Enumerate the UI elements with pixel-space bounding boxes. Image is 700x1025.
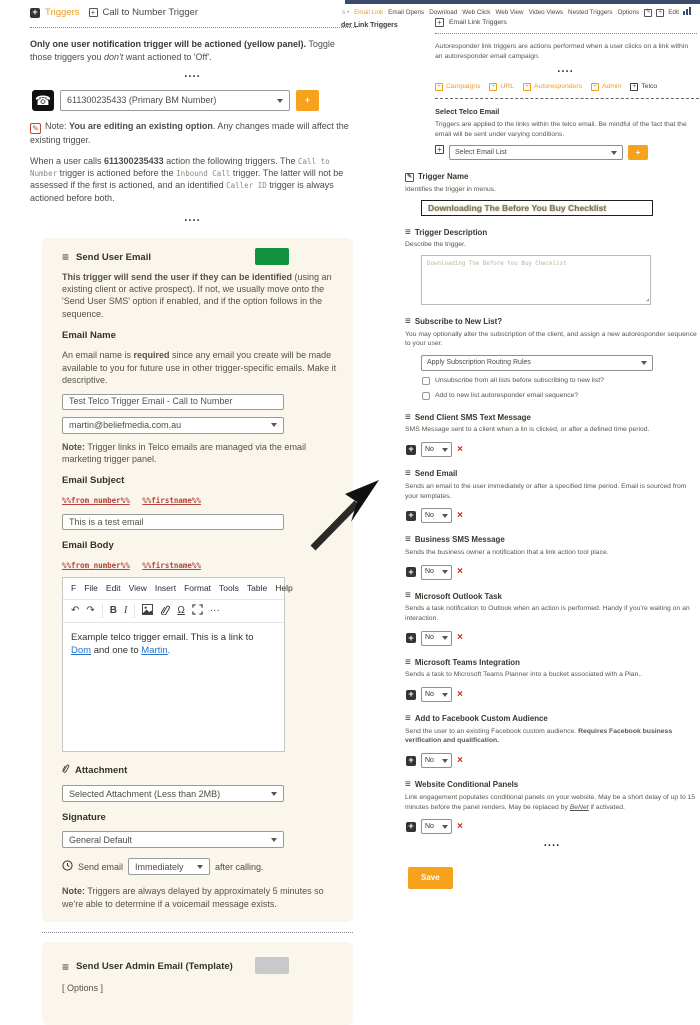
editor-menubar xyxy=(63,578,293,599)
action-title: Send Client SMS Text Message xyxy=(414,412,531,422)
sidebar-label-fragment: der Link Triggers xyxy=(341,22,398,29)
image-icon[interactable] xyxy=(142,604,153,618)
send-admin-email-toggle[interactable] xyxy=(255,957,289,974)
email-body-heading: Email Body xyxy=(62,539,114,551)
action-enabled-select[interactable]: No xyxy=(421,819,452,834)
edit-note-icon[interactable]: ✎ xyxy=(645,9,651,16)
email-list-select[interactable]: Select Email List xyxy=(449,145,623,160)
anchor-person-icon[interactable]: Ω xyxy=(177,605,185,617)
email-subject-heading: Email Subject xyxy=(62,475,125,487)
remove-x-icon[interactable]: × xyxy=(457,820,463,832)
chevron-down-icon xyxy=(271,838,277,842)
expand-plus-icon[interactable]: + xyxy=(406,756,416,766)
right-pane xyxy=(341,0,700,883)
panel-title: Send User Admin Email (Template) xyxy=(76,961,233,973)
drag-handle-icon[interactable]: ≡ xyxy=(62,250,70,265)
action-title: Microsoft Teams Integration xyxy=(414,657,520,667)
delay-note: Note: Triggers are always delayed by approximately 5 minutes so we're able to determine if a voicemail message exists. xyxy=(62,886,324,909)
plus-box-icon: + xyxy=(523,83,531,91)
divider xyxy=(435,98,699,99)
trigger-description-textarea[interactable]: Downloading The Before You Buy Checklist ◢ xyxy=(421,255,651,305)
trigger-order-paragraph: When a user calls 611300235433 action the following triggers. The Call to Number trigger is actioned before the Inbound Call trigger. The latter will not be assessed if the first is actioned, and an identified Caller ID trigger is always actioned before both. xyxy=(30,155,344,203)
add-email-list-button[interactable]: + xyxy=(628,145,648,160)
add-number-button[interactable]: + xyxy=(296,90,319,111)
category-tab[interactable]: + Campaigns xyxy=(435,82,480,92)
nav-items xyxy=(354,8,639,17)
category-tab[interactable]: + Admin xyxy=(591,82,621,92)
remove-x-icon[interactable]: × xyxy=(457,754,463,766)
chevron-down-icon xyxy=(442,693,448,697)
editor-menu-item[interactable]: Tools xyxy=(219,583,239,594)
action-enabled-select[interactable]: No xyxy=(421,687,452,702)
chart-icon[interactable] xyxy=(683,7,692,18)
nav-item[interactable]: Download xyxy=(429,9,458,16)
action-enabled-select[interactable]: No xyxy=(421,508,452,523)
action-enabled-select[interactable]: No xyxy=(421,442,452,457)
merge-tag-from-number[interactable]: %%from_number%% xyxy=(62,496,130,506)
plus-box-icon[interactable]: + xyxy=(89,8,98,17)
fullscreen-icon[interactable] xyxy=(192,604,203,618)
drag-handle-icon: ≡ xyxy=(405,778,411,790)
from-address-select[interactable]: martin@beliefmedia.com.au xyxy=(62,417,284,434)
nav-item[interactable]: Email Link xyxy=(354,9,384,16)
after-calling-label: after calling. xyxy=(215,861,264,872)
trigger-description-heading: Trigger Description xyxy=(414,227,488,237)
nav-clipped-fragment: s • xyxy=(342,9,350,16)
nav-icons xyxy=(644,7,692,18)
editor-menu-item[interactable]: Help xyxy=(275,583,293,594)
dom-link[interactable]: Dom xyxy=(71,645,92,657)
drag-handle-icon: ≡ xyxy=(405,590,411,602)
select-telco-heading: Select Telco Email xyxy=(435,107,500,117)
select-telco-description: Triggers are applied to the links within the telco email. Be mindful of the fact that the email will be sent under varying conditions. xyxy=(435,120,687,138)
paperclip-icon xyxy=(62,763,70,778)
editor-menu-item[interactable]: Table xyxy=(246,583,268,594)
bold-icon[interactable]: B xyxy=(109,605,118,617)
edit-link[interactable]: Edit xyxy=(668,9,680,16)
unsubscribe-checkbox-label: Unsubscribe from all lists before subscribing to new list? xyxy=(435,377,604,385)
trigger-action-section xyxy=(405,534,700,579)
intro-paragraph: Only one user notification trigger will be actioned (yellow panel). Toggle those triggers you don't want actioned to 'Off'. xyxy=(30,39,335,62)
save-button[interactable]: Save xyxy=(408,867,453,889)
attachment-heading: Attachment xyxy=(75,765,128,777)
add-sequence-checkbox[interactable] xyxy=(422,392,430,400)
action-title: Microsoft Outlook Task xyxy=(414,591,502,601)
subscribe-description: You may optionally alter the subscription of the client, and assign a new autoresponder sequence to your user. xyxy=(405,330,697,348)
category-tab[interactable]: + URL xyxy=(489,82,514,92)
breadcrumb-current: Call to Number Trigger xyxy=(102,7,199,18)
divider xyxy=(435,33,697,34)
email-body-editor xyxy=(62,577,293,752)
action-description: Sends the business owner a notification that a link action tool place. xyxy=(405,548,609,556)
action-description: SMS Message sent to a client when a lin is clicked, or after a defined time period. xyxy=(405,426,650,434)
send-user-email-toggle[interactable] xyxy=(255,248,289,265)
subscription-routing-select[interactable]: Apply Subscription Routing Rules xyxy=(421,355,653,371)
action-enabled-select[interactable]: No xyxy=(421,565,452,580)
more-options-icon[interactable]: ··· xyxy=(209,605,220,617)
chevron-down-icon xyxy=(641,361,647,365)
chevron-down-icon xyxy=(271,423,277,427)
nav-item[interactable]: Options xyxy=(617,9,640,16)
remove-x-icon[interactable]: × xyxy=(457,509,463,521)
editor-menu-item[interactable]: Insert xyxy=(154,583,177,594)
action-title: Add to Facebook Custom Audience xyxy=(414,714,548,724)
nav-item[interactable]: Video Views xyxy=(528,9,564,16)
expand-plus-icon[interactable]: + xyxy=(406,567,416,577)
chevron-down-icon xyxy=(271,792,277,796)
undo-icon[interactable]: ↶ xyxy=(71,605,80,617)
editor-menu-item[interactable]: Edit xyxy=(105,583,121,594)
editor-menu-item[interactable]: View xyxy=(128,583,147,594)
drag-handle-icon: ≡ xyxy=(405,467,411,479)
trigger-name-input[interactable]: Downloading The Before You Buy Checklist xyxy=(421,200,653,216)
remove-x-icon[interactable]: × xyxy=(457,688,463,700)
trigger-action-section xyxy=(405,468,700,523)
martin-link[interactable]: Martin xyxy=(141,645,168,657)
trigger-name-heading: Trigger Name xyxy=(418,172,469,182)
expand-plus-icon[interactable]: + xyxy=(406,633,416,643)
merge-tag-firstname[interactable]: %%firstname%% xyxy=(142,496,201,506)
action-description: Send the user to an existing Facebook custom audience. Requires Facebook business verification and qualification. xyxy=(405,727,673,745)
dots-separator: •••• xyxy=(557,68,575,75)
chevron-down-icon xyxy=(442,636,448,640)
plus-box-icon: + xyxy=(591,83,599,91)
chevron-down-icon xyxy=(442,570,448,574)
trigger-action-section xyxy=(405,713,700,768)
clock-icon xyxy=(62,860,73,874)
nav-item[interactable]: Email Opens xyxy=(388,9,425,16)
trigger-action-section xyxy=(405,412,700,457)
drag-handle-icon: ≡ xyxy=(405,712,411,724)
resize-grip-icon[interactable]: ◢ xyxy=(645,296,649,303)
email-link-triggers-description: Autoresponder link triggers are actions performed when a user clicks on a link within an autoresponder email campaign. xyxy=(435,42,689,60)
editor-content[interactable]: Example telco trigger email. This is a link to Dom and one to Martin. xyxy=(71,632,254,657)
annotation-arrow xyxy=(299,469,391,561)
trigger-action-section xyxy=(405,591,700,646)
send-delay-select[interactable]: Immediately xyxy=(128,858,210,875)
trigger-action-section xyxy=(405,657,700,702)
email-subject-input[interactable]: This is a test email xyxy=(62,514,284,530)
italic-icon[interactable]: I xyxy=(124,605,128,617)
email-name-heading: Email Name xyxy=(62,330,116,342)
editor-menu-item[interactable]: F xyxy=(71,583,77,594)
send-email-label: Send email xyxy=(78,861,124,872)
dots-separator: •••• xyxy=(184,218,202,225)
panel-description: This trigger will send the user if they can be identified (using an existing client or active prospect). If not, we usually move onto the 'Send User SMS' option if enabled, and if the option follows in the sequence. xyxy=(62,271,332,319)
plus-box-icon[interactable]: + xyxy=(435,18,444,27)
divider xyxy=(42,932,353,933)
remove-x-icon[interactable]: × xyxy=(457,566,463,578)
email-link-triggers-header: Email Link Triggers xyxy=(449,19,507,26)
edit-note-icon: ✎ xyxy=(406,173,413,180)
expand-plus-icon[interactable]: + xyxy=(406,445,416,455)
number-select[interactable]: 611300235433 (Primary BM Number) xyxy=(60,90,290,111)
chevron-down-icon xyxy=(442,825,448,829)
chevron-down-icon xyxy=(442,448,448,452)
top-accent-bar xyxy=(345,0,700,4)
options-link[interactable]: [ Options ] xyxy=(62,983,104,994)
action-title: Send Email xyxy=(414,469,458,479)
remove-x-icon[interactable]: × xyxy=(457,443,463,455)
action-title: Website Conditional Panels xyxy=(414,780,519,790)
panel-title: Send User Email xyxy=(76,251,151,263)
plus-box-icon[interactable]: + xyxy=(435,145,444,154)
plus-box-icon: + xyxy=(435,83,443,91)
redo-icon[interactable]: ↷ xyxy=(86,605,95,617)
plus-box-icon: + xyxy=(489,83,497,91)
signature-heading: Signature xyxy=(62,812,106,824)
grid-icon[interactable]: + xyxy=(656,9,664,17)
telco-links-note: Note: Trigger links in Telco emails are managed via the email marketing trigger panel. xyxy=(62,441,306,464)
expand-plus-icon[interactable]: + xyxy=(406,511,416,521)
editor-menu-item[interactable]: Format xyxy=(184,583,212,594)
category-tab[interactable]: + Autoresponders xyxy=(523,82,582,92)
send-user-admin-email-panel xyxy=(42,942,353,1025)
dots-separator: •••• xyxy=(184,73,202,80)
plus-box-icon: + xyxy=(630,83,638,91)
attachment-select[interactable]: Selected Attachment (Less than 2MB) xyxy=(62,785,284,802)
action-sections xyxy=(405,412,700,834)
action-title: Business SMS Message xyxy=(414,535,505,545)
drag-handle-icon[interactable]: ≡ xyxy=(62,959,70,974)
drag-handle-icon: ≡ xyxy=(405,534,411,546)
unsubscribe-checkbox[interactable] xyxy=(422,377,430,385)
subscribe-heading: Subscribe to New List? xyxy=(414,317,503,327)
expand-plus-icon[interactable]: + xyxy=(406,822,416,832)
action-enabled-select[interactable]: No xyxy=(421,631,452,646)
divider xyxy=(30,27,356,28)
merge-tag-firstname[interactable]: %%firstname%% xyxy=(142,561,201,570)
editor-menu-item[interactable]: File xyxy=(84,583,98,594)
add-sequence-checkbox-label: Add to new list autoresponder email sequence? xyxy=(435,392,579,400)
chevron-down-icon xyxy=(442,759,448,763)
edit-note-icon: ✎ xyxy=(30,123,41,134)
editor-toolbar xyxy=(63,599,284,623)
trigger-description-label: Describe the trigger. xyxy=(405,241,466,249)
nav-item[interactable]: Web Click xyxy=(462,9,491,16)
editing-note: ✎ Note: You are editing an existing option. Any changes made will affect the existing trigger. xyxy=(30,121,349,146)
nav-item[interactable]: Web View xyxy=(495,9,524,16)
link-icon[interactable] xyxy=(160,604,170,618)
action-enabled-select[interactable]: No xyxy=(421,753,452,768)
breadcrumb-triggers-link[interactable]: Triggers xyxy=(45,7,80,18)
drag-handle-icon: ≡ xyxy=(405,411,411,423)
nav-item[interactable]: Nested Triggers xyxy=(568,9,613,16)
chevron-down-icon xyxy=(197,865,203,869)
phone-icon: ☎ xyxy=(32,90,54,111)
drag-handle-icon: ≡ xyxy=(405,656,411,668)
action-description: Sends a task to Microsoft Teams Planner into a bucket associated with a Plan.. xyxy=(405,671,643,679)
expand-plus-icon[interactable]: + xyxy=(406,690,416,700)
action-description: Sends a task notification to Outlook when an action is performed. Handy if you're waiting on an interaction. xyxy=(405,605,690,622)
category-tab[interactable]: + Telco xyxy=(630,82,657,92)
remove-x-icon[interactable]: × xyxy=(457,632,463,644)
action-description: Link engagement populates conditional panels on your website. May be a short delay of up to 15 minutes before the panel renders. May be replaced by BeNet if activated. xyxy=(405,793,696,811)
chevron-down-icon xyxy=(442,514,448,518)
signature-select[interactable]: General Default xyxy=(62,831,284,848)
email-name-input[interactable]: Test Telco Trigger Email - Call to Number xyxy=(62,394,284,410)
action-description: Sends an email to the user immediately or after a specified time period. Email is sourced from your templates. xyxy=(405,482,687,500)
email-name-description: An email name is required since any email you create will be made available to you for future use in other trigger-specific emails. Make it descriptive. xyxy=(62,350,337,386)
category-tabs xyxy=(435,82,697,92)
chevron-down-icon xyxy=(611,151,617,155)
send-user-email-panel xyxy=(42,238,353,923)
dots-separator: •••• xyxy=(544,843,561,850)
chevron-down-icon xyxy=(277,99,283,103)
drag-handle-icon: ≡ xyxy=(405,315,411,327)
drag-handle-icon: ≡ xyxy=(405,226,411,238)
trigger-name-description: Identifies the trigger in menus. xyxy=(405,185,497,193)
merge-tag-from-number[interactable]: %%from_number%% xyxy=(62,561,130,570)
breadcrumb xyxy=(30,6,356,19)
trigger-action-section xyxy=(405,779,700,834)
plus-box-icon[interactable]: + xyxy=(30,8,40,18)
